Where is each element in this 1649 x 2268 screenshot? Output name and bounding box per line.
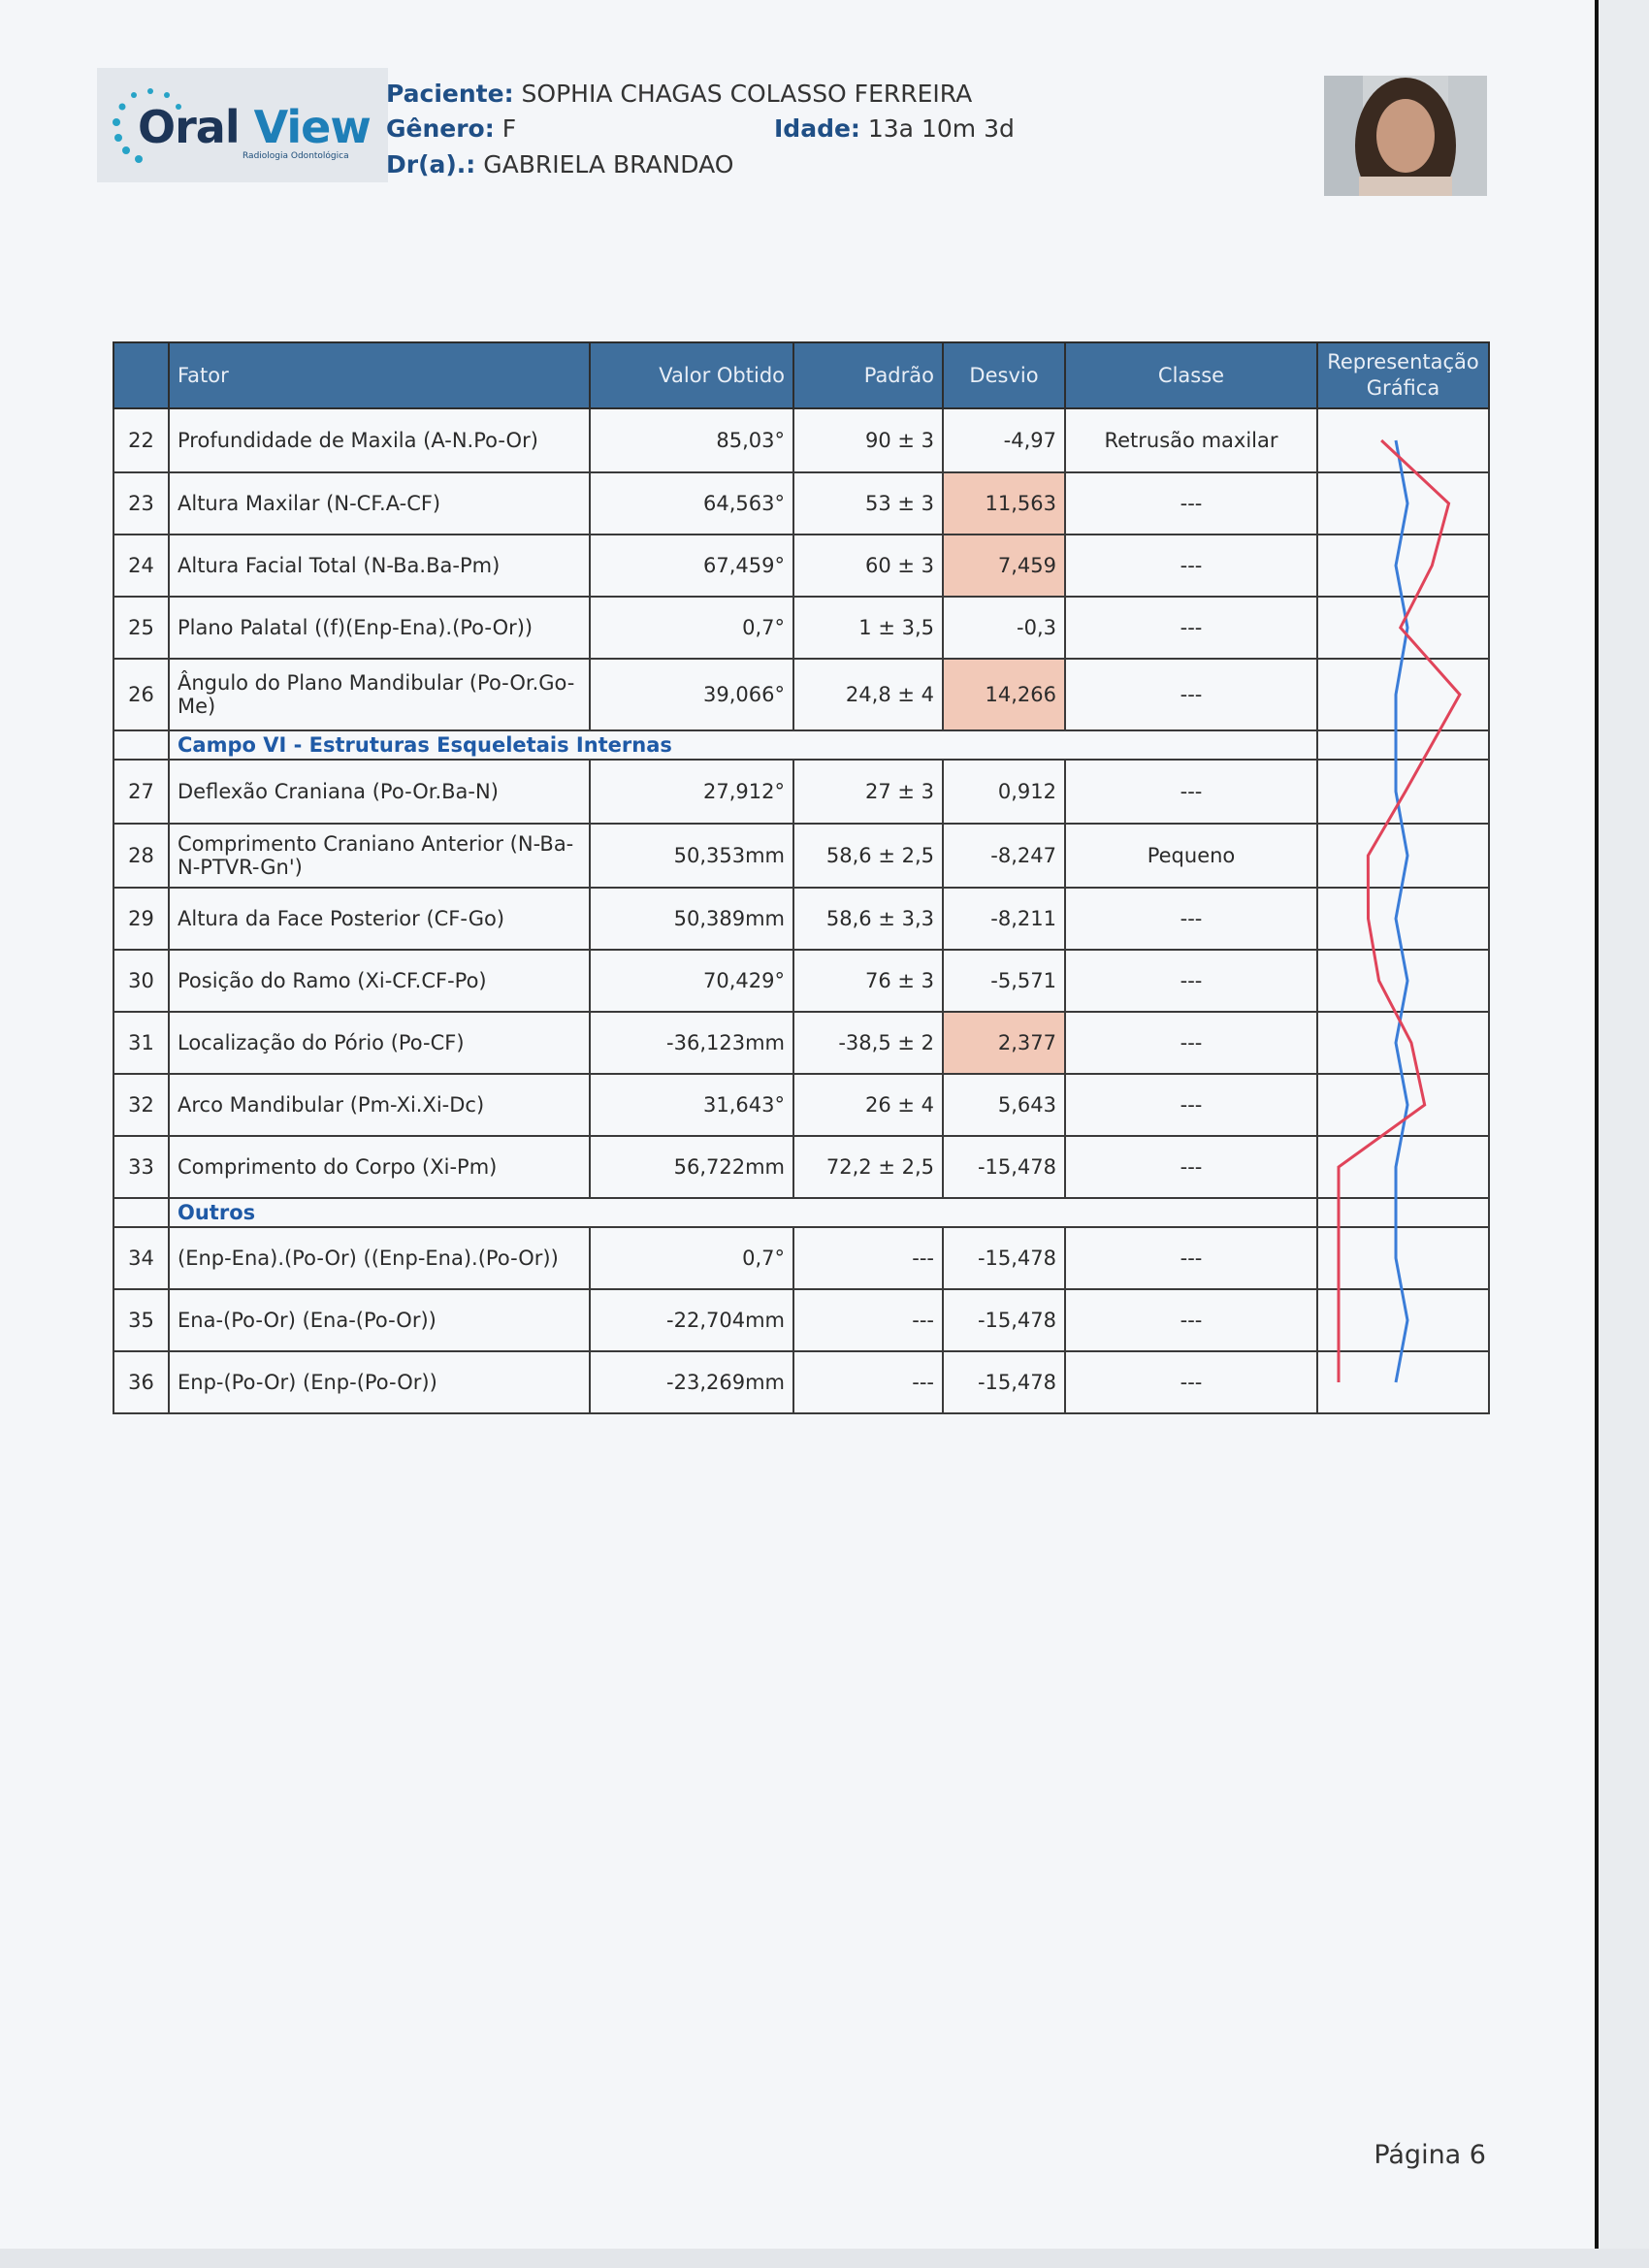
valor-cell: 27,912° [590, 760, 793, 824]
table-row [113, 597, 1489, 659]
padrao-cell: --- [793, 1351, 943, 1413]
classe-cell: Retrusão maxilar [1065, 408, 1317, 472]
classe-cell: --- [1065, 535, 1317, 597]
table-row [113, 1136, 1489, 1198]
row-number: 33 [113, 1136, 169, 1198]
desvio-cell: -5,571 [943, 950, 1065, 1012]
row-number: 29 [113, 888, 169, 950]
padrao-cell: 58,6 ± 3,3 [793, 888, 943, 950]
padrao-cell: 76 ± 3 [793, 950, 943, 1012]
padrao-cell: 27 ± 3 [793, 760, 943, 824]
desvio-cell: -0,3 [943, 597, 1065, 659]
section-title: Outros [169, 1198, 1317, 1227]
table-row [113, 659, 1489, 730]
desvio-cell: -15,478 [943, 1289, 1065, 1351]
valor-cell: -23,269mm [590, 1351, 793, 1413]
page-number: Página 6 [1374, 2140, 1486, 2170]
row-number: 22 [113, 408, 169, 472]
age-value: 13a 10m 3d [867, 114, 1015, 143]
logo-wordmark: Oral View [138, 101, 371, 153]
page-edge [1595, 0, 1649, 2268]
row-number: 35 [113, 1289, 169, 1351]
fator-cell: Plano Palatal ((f)(Enp-Ena).(Po-Or)) [169, 597, 590, 659]
desvio-cell: -15,478 [943, 1351, 1065, 1413]
gender-value: F [501, 114, 517, 143]
fator-cell: Deflexão Craniana (Po-Or.Ba-N) [169, 760, 590, 824]
header-num [113, 342, 169, 408]
gender-line [386, 114, 516, 143]
standard-line [1396, 440, 1407, 1382]
fator-cell: Comprimento Craniano Anterior (N-Ba-N-PTVR-Gn') [169, 824, 590, 888]
desvio-cell: -15,478 [943, 1227, 1065, 1289]
desvio-cell: 5,643 [943, 1074, 1065, 1136]
logo-subtitle: Radiologia Odontológica [242, 151, 349, 161]
classe-cell: --- [1065, 659, 1317, 730]
table-row [113, 535, 1489, 597]
fator-cell: Altura Facial Total (N-Ba.Ba-Pm) [169, 535, 590, 597]
valor-cell: 64,563° [590, 472, 793, 535]
classe-cell: --- [1065, 1012, 1317, 1074]
valor-cell: 50,389mm [590, 888, 793, 950]
row-number: 26 [113, 659, 169, 730]
age-label: Idade: [774, 114, 860, 143]
doctor-line [386, 150, 733, 178]
doctor-name: GABRIELA BRANDAO [483, 150, 734, 178]
row-number: 32 [113, 1074, 169, 1136]
fator-cell: (Enp-Ena).(Po-Or) ((Enp-Ena).(Po-Or)) [169, 1227, 590, 1289]
section-num-cell [113, 1198, 169, 1227]
classe-cell: --- [1065, 1289, 1317, 1351]
valor-cell: 31,643° [590, 1074, 793, 1136]
age-line [774, 114, 1015, 143]
section-title: Campo VI - Estruturas Esqueletais Internas [169, 730, 1317, 760]
valor-cell: 56,722mm [590, 1136, 793, 1198]
valor-cell: 67,459° [590, 535, 793, 597]
row-number: 23 [113, 472, 169, 535]
padrao-cell: -38,5 ± 2 [793, 1012, 943, 1074]
doctor-label: Dr(a).: [386, 150, 476, 178]
table-header-row [113, 342, 1489, 408]
valor-cell: -36,123mm [590, 1012, 793, 1074]
row-number: 30 [113, 950, 169, 1012]
logo [97, 68, 388, 182]
fator-cell: Ângulo do Plano Mandibular (Po-Or.Go-Me) [169, 659, 590, 730]
classe-cell: --- [1065, 950, 1317, 1012]
classe-cell: Pequeno [1065, 824, 1317, 888]
desvio-cell: -8,247 [943, 824, 1065, 888]
fator-cell: Altura Maxilar (N-CF.A-CF) [169, 472, 590, 535]
padrao-cell: 1 ± 3,5 [793, 597, 943, 659]
table-row [113, 1074, 1489, 1136]
table-row [113, 1012, 1489, 1074]
desvio-cell: 11,563 [943, 472, 1065, 535]
fator-cell: Localização do Pório (Po-CF) [169, 1012, 590, 1074]
classe-cell: --- [1065, 472, 1317, 535]
row-number: 31 [113, 1012, 169, 1074]
fator-cell: Posição do Ramo (Xi-CF.CF-Po) [169, 950, 590, 1012]
table-row [113, 472, 1489, 535]
table-row [113, 408, 1489, 472]
cephalometric-table [113, 341, 1490, 1414]
desvio-cell: 2,377 [943, 1012, 1065, 1074]
padrao-cell: 24,8 ± 4 [793, 659, 943, 730]
row-number: 28 [113, 824, 169, 888]
padrao-cell: 53 ± 3 [793, 472, 943, 535]
patient-name: SOPHIA CHAGAS COLASSO FERREIRA [521, 80, 973, 108]
row-number: 24 [113, 535, 169, 597]
table-row [113, 1351, 1489, 1413]
fator-cell: Altura da Face Posterior (CF-Go) [169, 888, 590, 950]
classe-cell: --- [1065, 1074, 1317, 1136]
graphical-representation [1316, 407, 1488, 1421]
fator-cell: Profundidade de Maxila (A-N.Po-Or) [169, 408, 590, 472]
header-valor: Valor Obtido [590, 342, 793, 408]
valor-cell: 50,353mm [590, 824, 793, 888]
classe-cell: --- [1065, 597, 1317, 659]
desvio-cell: 7,459 [943, 535, 1065, 597]
valor-cell: 85,03° [590, 408, 793, 472]
header-fator: Fator [169, 342, 590, 408]
table-row [113, 1227, 1489, 1289]
bottom-strip [0, 2249, 1649, 2268]
table-row [113, 888, 1489, 950]
table-row [113, 824, 1489, 888]
desvio-cell: -8,211 [943, 888, 1065, 950]
table-row [113, 950, 1489, 1012]
desvio-cell: 0,912 [943, 760, 1065, 824]
classe-cell: --- [1065, 760, 1317, 824]
classe-cell: --- [1065, 1227, 1317, 1289]
header-padrao: Padrão [793, 342, 943, 408]
desvio-cell: -4,97 [943, 408, 1065, 472]
row-number: 25 [113, 597, 169, 659]
row-number: 27 [113, 760, 169, 824]
padrao-cell: 58,6 ± 2,5 [793, 824, 943, 888]
patient-name-label: Paciente: [386, 80, 514, 108]
classe-cell: --- [1065, 1351, 1317, 1413]
padrao-cell: 60 ± 3 [793, 535, 943, 597]
header-desvio: Desvio [943, 342, 1065, 408]
valor-cell: -22,704mm [590, 1289, 793, 1351]
section-row [113, 1198, 1489, 1227]
valor-cell: 0,7° [590, 1227, 793, 1289]
valor-cell: 0,7° [590, 597, 793, 659]
table-body [113, 408, 1489, 1413]
row-number: 34 [113, 1227, 169, 1289]
classe-cell: --- [1065, 1136, 1317, 1198]
header-classe: Classe [1065, 342, 1317, 408]
padrao-cell: --- [793, 1289, 943, 1351]
section-num-cell [113, 730, 169, 760]
classe-cell: --- [1065, 888, 1317, 950]
desvio-cell: -15,478 [943, 1136, 1065, 1198]
padrao-cell: 26 ± 4 [793, 1074, 943, 1136]
padrao-cell: 90 ± 3 [793, 408, 943, 472]
fator-cell: Comprimento do Corpo (Xi-Pm) [169, 1136, 590, 1198]
padrao-cell: --- [793, 1227, 943, 1289]
valor-cell: 39,066° [590, 659, 793, 730]
fator-cell: Ena-(Po-Or) (Ena-(Po-Or)) [169, 1289, 590, 1351]
table-row [113, 760, 1489, 824]
patient-photo-image [1324, 76, 1487, 196]
padrao-cell: 72,2 ± 2,5 [793, 1136, 943, 1198]
patient-photo [1324, 76, 1487, 196]
header-grafica: Representação Gráfica [1317, 342, 1489, 408]
patient-name-line [386, 80, 972, 108]
row-number: 36 [113, 1351, 169, 1413]
valor-cell: 70,429° [590, 950, 793, 1012]
section-row [113, 730, 1489, 760]
desvio-cell: 14,266 [943, 659, 1065, 730]
gender-label: Gênero: [386, 114, 495, 143]
table-row [113, 1289, 1489, 1351]
fator-cell: Arco Mandibular (Pm-Xi.Xi-Dc) [169, 1074, 590, 1136]
fator-cell: Enp-(Po-Or) (Enp-(Po-Or)) [169, 1351, 590, 1413]
